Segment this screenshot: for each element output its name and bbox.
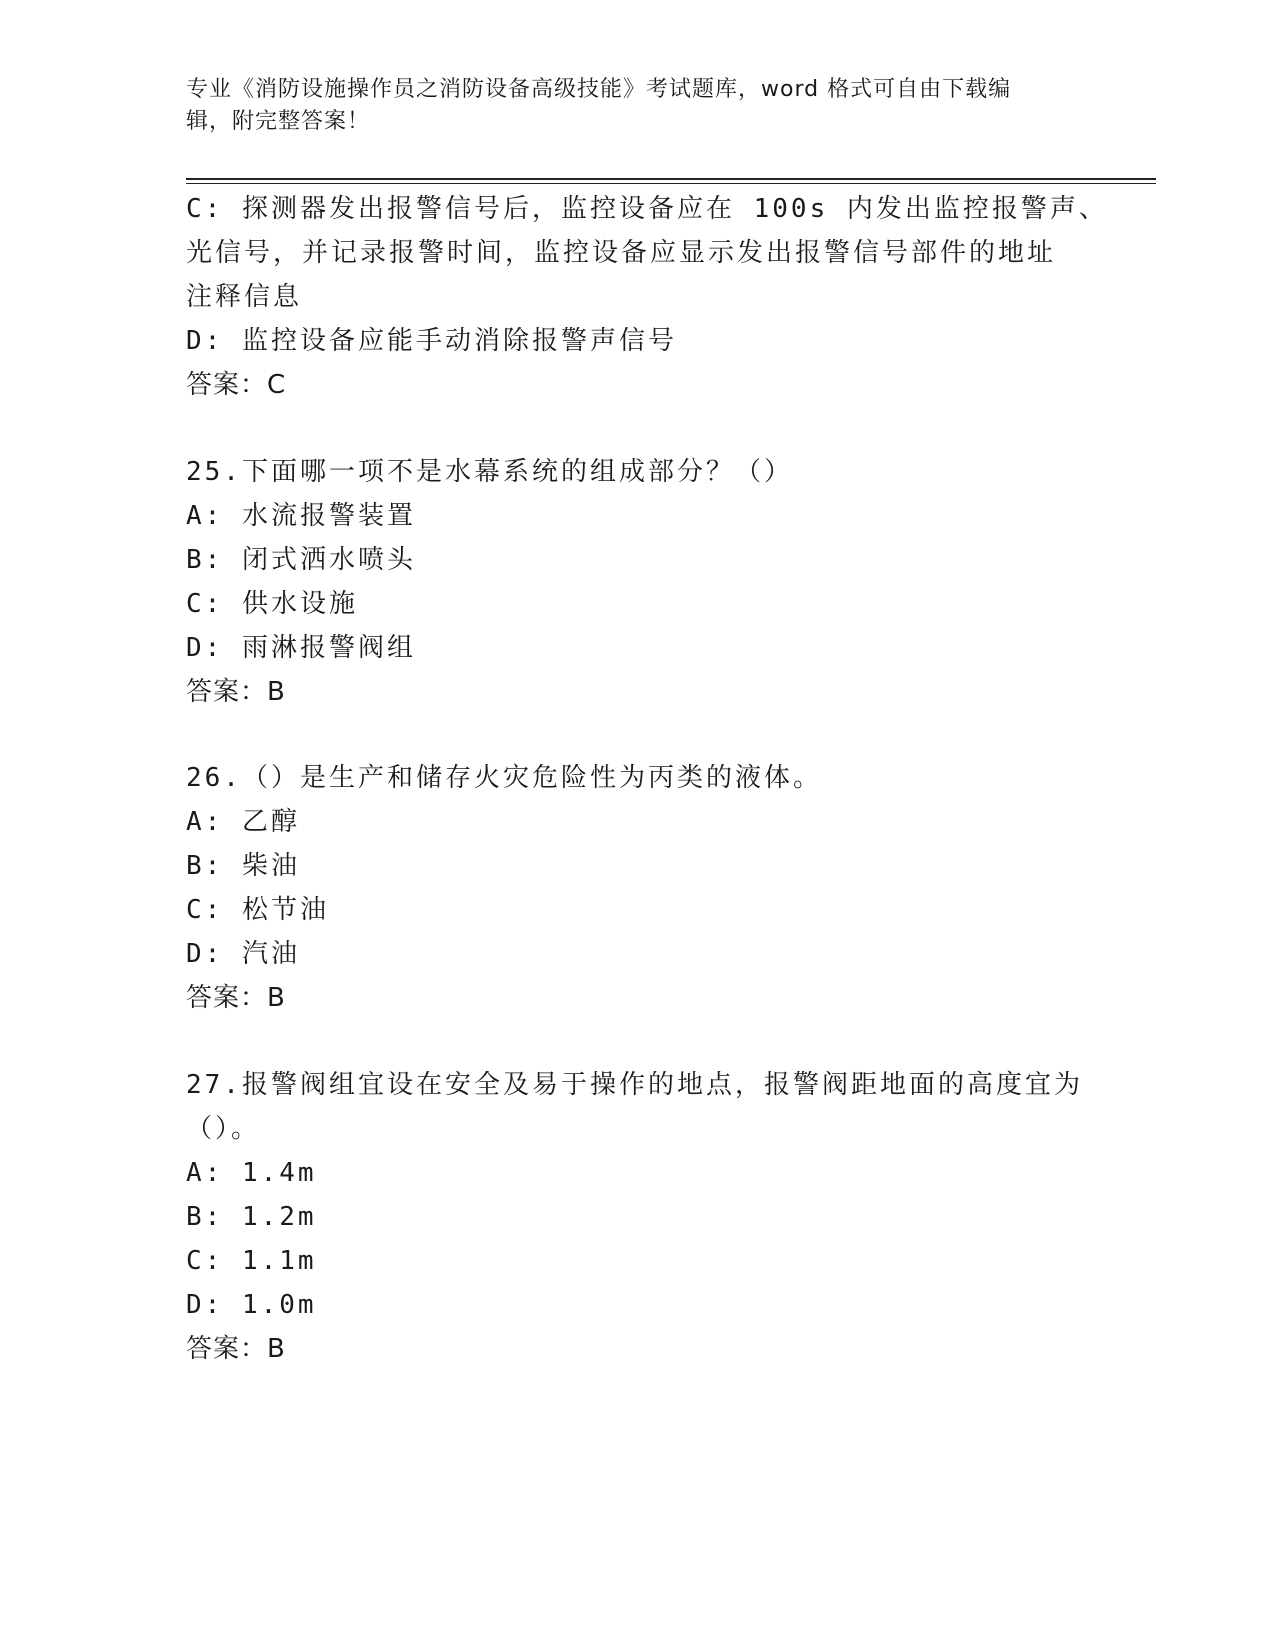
header-line-1: 专业《消防设施操作员之消防设备高级技能》考试题库，word 格式可自由下载编 — [186, 77, 1012, 102]
prev-option-d: D: 监控设备应能手动消除报警声信号 — [186, 326, 677, 356]
header-line-2: 辑，附完整答案！ — [186, 109, 371, 134]
q25-stem: 25.下面哪一项不是水幕系统的组成部分？（） — [186, 457, 793, 487]
q25-option-c: C: 供水设施 — [186, 589, 358, 619]
prev-option-c-line-3: 注释信息 — [186, 282, 303, 312]
q26-option-d: D: 汽油 — [186, 939, 300, 969]
q26-option-b: B: 柴油 — [186, 851, 300, 881]
q26-stem: 26.（）是生产和储存火灾危险性为丙类的液体。 — [186, 763, 822, 793]
q26-option-a: A: 乙醇 — [186, 807, 300, 837]
q27-option-b: B: 1.2m — [186, 1202, 317, 1232]
prev-option-c-line-2: 光信号，并记录报警时间，监控设备应显示发出报警信号部件的地址 — [186, 238, 1057, 268]
q25-option-d: D: 雨淋报警阀组 — [186, 633, 416, 663]
q25-option-a: A: 水流报警装置 — [186, 501, 416, 531]
q27-option-a: A: 1.4m — [186, 1158, 317, 1188]
q27-option-d: D: 1.0m — [186, 1290, 317, 1320]
document-header — [186, 74, 1066, 138]
q25-option-b: B: 闭式洒水喷头 — [186, 545, 416, 575]
prev-answer: 答案：C — [186, 370, 287, 400]
q27-stem-line-2: （）。 — [186, 1114, 261, 1144]
q27-stem-line-1: 27.报警阀组宜设在安全及易于操作的地点，报警阀距地面的高度宜为 — [186, 1070, 1083, 1100]
q27-answer: 答案：B — [186, 1334, 286, 1364]
header-divider-thick — [186, 178, 1156, 180]
header-divider-thin — [186, 183, 1156, 184]
q26-answer: 答案：B — [186, 983, 286, 1013]
q25-answer: 答案：B — [186, 677, 286, 707]
prev-option-c-line-1: C: 探测器发出报警信号后，监控设备应在 100s 内发出监控报警声、 — [186, 194, 1108, 224]
q26-option-c: C: 松节油 — [186, 895, 329, 925]
q27-option-c: C: 1.1m — [186, 1246, 317, 1276]
